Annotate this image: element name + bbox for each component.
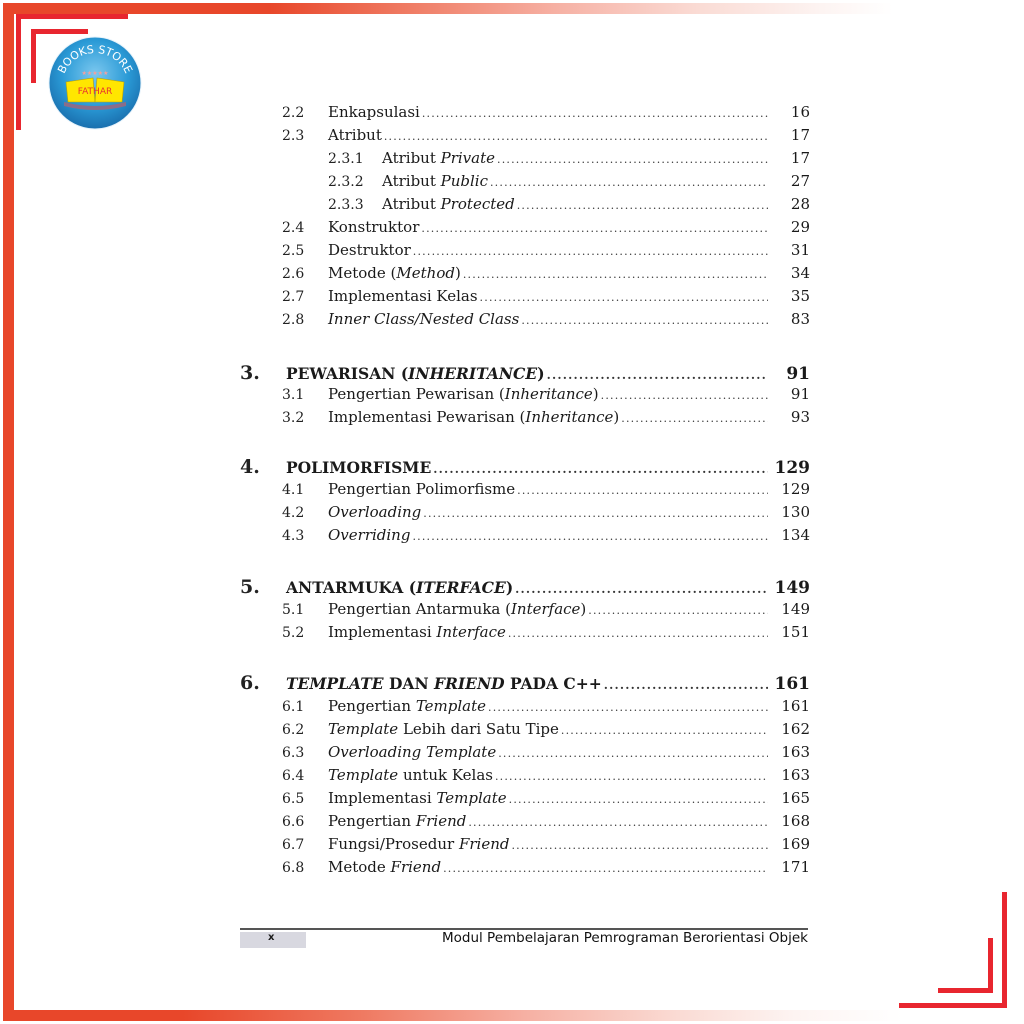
- title-segment: Overloading Template: [328, 743, 497, 761]
- toc-entry-title: [286, 674, 604, 693]
- title-segment: Interface: [436, 623, 506, 641]
- toc-entry-number: 6.2: [282, 722, 305, 738]
- title-segment: Inheritance: [504, 385, 593, 403]
- toc-entry-title: [328, 835, 511, 853]
- title-segment: POLIMORFISME: [286, 458, 432, 477]
- toc-entry-title: [382, 195, 517, 213]
- title-segment: Atribut: [382, 195, 441, 213]
- dot-leader: [515, 582, 768, 596]
- toc-entry: [240, 172, 810, 194]
- title-segment: Implementasi Kelas: [328, 287, 478, 305]
- title-segment: Implementasi: [328, 789, 437, 807]
- toc-entry-title: [328, 241, 413, 259]
- toc-entry-title: [286, 458, 433, 477]
- title-segment: ): [613, 408, 620, 426]
- title-segment: Overloading: [328, 503, 422, 521]
- toc-entry-title: [328, 812, 468, 830]
- title-segment: Enkapsulasi: [328, 103, 420, 121]
- toc-entry: [240, 697, 810, 719]
- title-segment: PADA C++: [504, 674, 602, 693]
- dot-leader: [561, 724, 768, 737]
- title-segment: Destruktor: [328, 241, 411, 259]
- title-segment: ): [537, 364, 545, 383]
- toc-entry: [240, 720, 810, 742]
- toc-entry: [240, 241, 810, 263]
- toc-entry: [240, 264, 810, 286]
- title-segment: Friend: [458, 835, 510, 853]
- toc-entry-number: 2.8: [282, 312, 305, 328]
- toc-entry-title: [328, 310, 521, 328]
- toc-entry-page: 17: [790, 126, 810, 144]
- toc-entry-page: 129: [781, 480, 810, 498]
- toc-entry-number: 5.: [240, 576, 260, 598]
- corner-line: [938, 988, 993, 993]
- dot-leader: [588, 604, 768, 617]
- toc-entry-page: 29: [790, 218, 810, 236]
- title-segment: Pengertian: [328, 697, 416, 715]
- toc-entry-page: 130: [781, 503, 810, 521]
- toc-entry-page: 83: [790, 310, 810, 328]
- toc-entry: [240, 623, 810, 645]
- dot-leader: [423, 507, 768, 520]
- dot-leader: [495, 770, 768, 783]
- top-frame-bar: [3, 3, 893, 14]
- dot-leader: [480, 291, 768, 304]
- toc-chapter-entry: [240, 456, 810, 478]
- toc-entry: [240, 218, 810, 240]
- left-frame-bar: [3, 3, 14, 1013]
- corner-line: [988, 938, 993, 993]
- corner-line: [16, 14, 21, 130]
- title-segment: Pengertian Polimorfisme: [328, 480, 516, 498]
- toc-entry-page: 27: [790, 172, 810, 190]
- toc-entry-page: 31: [790, 241, 810, 259]
- toc-entry-title: [328, 264, 463, 282]
- dot-leader: [433, 462, 768, 476]
- toc-entry-number: 2.4: [282, 220, 305, 236]
- dot-leader: [517, 484, 768, 497]
- toc-entry-title: [328, 789, 509, 807]
- title-segment: Lebih dari Satu Tipe: [398, 720, 559, 738]
- toc-entry-number: 6.4: [282, 768, 305, 784]
- title-segment: Template: [415, 697, 487, 715]
- title-segment: untuk Kelas: [398, 766, 493, 784]
- dot-leader: [413, 245, 768, 258]
- toc-entry-title: [328, 385, 601, 403]
- dot-leader: [621, 412, 768, 425]
- toc-entry: [240, 195, 810, 217]
- toc-entry-number: 3.2: [282, 410, 305, 426]
- toc-entry-title: [286, 578, 515, 597]
- title-segment: ITERFACE: [416, 578, 506, 597]
- toc-entry-number: 5.2: [282, 625, 305, 641]
- title-segment: ): [580, 600, 587, 618]
- dot-leader: [412, 530, 768, 543]
- toc-entry-number: 6.8: [282, 860, 305, 876]
- toc-entry-number: 2.3.1: [328, 151, 364, 167]
- toc-entry-title: [328, 503, 423, 521]
- dot-leader: [488, 701, 768, 714]
- toc-entry: [240, 526, 810, 548]
- toc-chapter-entry: [240, 576, 810, 598]
- toc-entry: [240, 385, 810, 407]
- toc-entry-number: 6.3: [282, 745, 305, 761]
- toc-entry-page: 161: [774, 674, 810, 694]
- toc-entry-page: 93: [790, 408, 810, 426]
- toc-entry: [240, 766, 810, 788]
- toc-entry-title: [328, 697, 488, 715]
- book-logo-icon: [48, 36, 142, 130]
- title-segment: Implementasi: [328, 623, 437, 641]
- logo-top-text: BOOKS STORE: [55, 42, 135, 76]
- footer-page-number: x: [268, 932, 275, 943]
- toc-entry-title: [286, 364, 547, 383]
- corner-line: [16, 14, 128, 19]
- title-segment: Friend: [415, 812, 467, 830]
- toc-entry-number: 4.2: [282, 505, 305, 521]
- toc-entry-page: 169: [781, 835, 810, 853]
- dot-leader: [509, 793, 768, 806]
- title-segment: Pengertian Pewarisan (: [328, 385, 505, 403]
- title-segment: FRIEND: [434, 674, 505, 693]
- logo-stars: ★★★★★: [81, 70, 109, 77]
- dot-leader: [547, 368, 768, 382]
- title-segment: Pengertian Antarmuka (: [328, 600, 511, 618]
- title-segment: PEWARISAN (: [286, 364, 409, 383]
- toc-entry-number: 3.: [240, 362, 260, 384]
- title-segment: ): [454, 264, 461, 282]
- toc-entry: [240, 858, 810, 880]
- toc-entry-page: 91: [786, 364, 810, 384]
- toc-entry-page: 35: [790, 287, 810, 305]
- title-segment: Pengertian: [328, 812, 416, 830]
- title-segment: TEMPLATE: [286, 674, 384, 693]
- toc-entry-title: [328, 858, 443, 876]
- toc-entry-title: [328, 103, 422, 121]
- corner-line: [1002, 892, 1007, 1008]
- toc-entry: [240, 103, 810, 125]
- toc-entry-page: 165: [781, 789, 810, 807]
- title-segment: Template: [328, 766, 399, 784]
- toc-entry: [240, 835, 810, 857]
- toc-entry-title: [328, 287, 480, 305]
- toc-entry-page: 163: [781, 743, 810, 761]
- toc-entry-page: 91: [790, 385, 810, 403]
- toc-entry: [240, 789, 810, 811]
- title-segment: Overriding: [328, 526, 411, 544]
- title-segment: Interface: [510, 600, 581, 618]
- toc-entry-number: 4.1: [282, 482, 305, 498]
- title-segment: Inner Class/Nested Class: [328, 310, 520, 328]
- dot-leader: [443, 862, 768, 875]
- toc-entry-page: 129: [774, 458, 810, 478]
- toc-entry-number: 6.: [240, 672, 260, 694]
- toc-entry-title: [328, 600, 588, 618]
- toc-entry-page: 28: [790, 195, 810, 213]
- title-segment: Metode (: [328, 264, 397, 282]
- dot-leader: [508, 627, 768, 640]
- store-logo: [48, 36, 142, 130]
- toc-entry-number: 2.7: [282, 289, 305, 305]
- toc-entry-title: [328, 480, 517, 498]
- corner-line: [899, 1003, 1007, 1008]
- toc-entry-title: [382, 149, 497, 167]
- toc-entry: [240, 812, 810, 834]
- toc-chapter-entry: [240, 672, 810, 694]
- toc-entry: [240, 408, 810, 430]
- toc-entry-page: 149: [774, 578, 810, 598]
- title-segment: Atribut: [382, 149, 441, 167]
- dot-leader: [497, 153, 768, 166]
- title-segment: Implementasi Pewarisan (: [328, 408, 526, 426]
- corner-line: [31, 29, 88, 34]
- toc-entry: [240, 310, 810, 332]
- toc-entry: [240, 126, 810, 148]
- title-segment: Template: [328, 720, 399, 738]
- toc-entry-number: 2.3: [282, 128, 305, 144]
- title-segment: Atribut: [328, 126, 382, 144]
- title-segment: Template: [436, 789, 507, 807]
- toc-entry-page: 17: [790, 149, 810, 167]
- dot-leader: [463, 268, 768, 281]
- toc-entry-number: 2.3.2: [328, 174, 364, 190]
- title-segment: Metode: [328, 858, 391, 876]
- toc-entry-number: 3.1: [282, 387, 305, 403]
- toc-entry-number: 6.6: [282, 814, 305, 830]
- toc-entry-number: 2.5: [282, 243, 305, 259]
- bottom-frame-bar: [3, 1010, 903, 1021]
- toc-entry-page: 163: [781, 766, 810, 784]
- toc-entry-page: 34: [790, 264, 810, 282]
- toc-entry-title: [382, 172, 490, 190]
- dot-leader: [601, 389, 768, 402]
- dot-leader: [490, 176, 768, 189]
- dot-leader: [511, 839, 768, 852]
- toc-entry-title: [328, 743, 498, 761]
- toc-entry-page: 151: [781, 623, 810, 641]
- dot-leader: [521, 314, 768, 327]
- footer-book-title: Modul Pembelajaran Pemrograman Berorientasi Objek: [441, 930, 808, 946]
- title-segment: Friend: [390, 858, 442, 876]
- toc-entry-number: 6.7: [282, 837, 305, 853]
- title-segment: Atribut: [382, 172, 441, 190]
- toc-entry-title: [328, 720, 561, 738]
- dot-leader: [421, 222, 768, 235]
- toc-entry-page: 162: [781, 720, 810, 738]
- toc-entry: [240, 149, 810, 171]
- title-segment: Inheritance: [525, 408, 614, 426]
- title-segment: DAN: [383, 674, 435, 693]
- toc-entry-number: 6.5: [282, 791, 305, 807]
- toc-entry-title: [328, 218, 421, 236]
- toc-entry-number: 2.6: [282, 266, 305, 282]
- toc-entry-title: [328, 766, 495, 784]
- title-segment: Konstruktor: [328, 218, 420, 236]
- title-segment: ): [505, 578, 514, 597]
- toc-entry-page: 168: [781, 812, 810, 830]
- title-segment: Private: [440, 149, 496, 167]
- dot-leader: [517, 199, 768, 212]
- title-segment: Method: [396, 264, 455, 282]
- toc-entry-page: 171: [781, 858, 810, 876]
- title-segment: Protected: [440, 195, 515, 213]
- toc-entry-title: [328, 623, 508, 641]
- logo-banner-text: FATHAR: [77, 87, 113, 97]
- toc-entry: [240, 743, 810, 765]
- toc-entry-number: 2.3.3: [328, 197, 364, 213]
- toc-entry-number: 5.1: [282, 602, 305, 618]
- toc-entry-title: [328, 526, 412, 544]
- toc-entry-number: 4.: [240, 456, 260, 478]
- toc-entry-page: 149: [781, 600, 810, 618]
- toc-entry-title: [328, 126, 384, 144]
- dot-leader: [604, 678, 768, 692]
- toc-entry-number: 4.3: [282, 528, 305, 544]
- toc-entry-page: 161: [781, 697, 810, 715]
- toc-entry-page: 134: [781, 526, 810, 544]
- dot-leader: [384, 130, 768, 143]
- toc-entry-number: 6.1: [282, 699, 305, 715]
- corner-line: [31, 29, 36, 83]
- dot-leader: [468, 816, 768, 829]
- title-segment: INHERITANCE: [408, 364, 538, 383]
- toc-entry: [240, 503, 810, 525]
- dot-leader: [498, 747, 768, 760]
- toc-chapter-entry: [240, 362, 810, 384]
- toc-entry: [240, 600, 810, 622]
- title-segment: Fungsi/Prosedur: [328, 835, 459, 853]
- toc-entry: [240, 480, 810, 502]
- toc-entry: [240, 287, 810, 309]
- toc-entry-number: 2.2: [282, 105, 305, 121]
- dot-leader: [422, 107, 768, 120]
- title-segment: ANTARMUKA (: [286, 578, 417, 597]
- title-segment: Public: [440, 172, 488, 190]
- title-segment: ): [592, 385, 599, 403]
- toc-entry-page: 16: [790, 103, 810, 121]
- toc-entry-title: [328, 408, 621, 426]
